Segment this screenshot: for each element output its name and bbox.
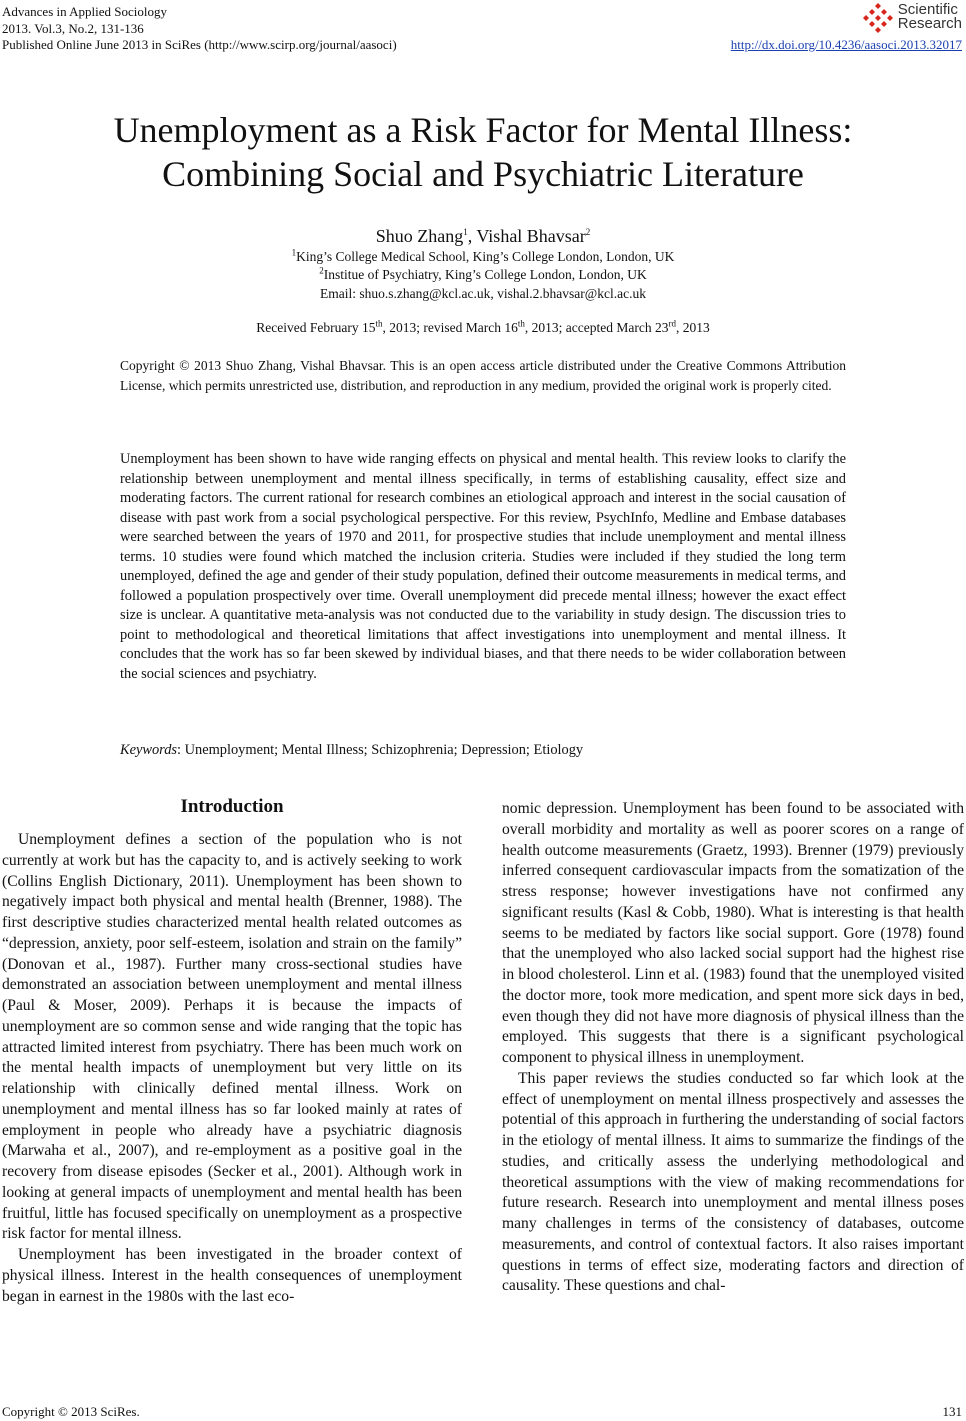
scirp-logo-icon	[862, 1, 894, 33]
author-2: Vishal Bhavsar	[476, 226, 586, 246]
affiliation-2	[0, 267, 966, 283]
header-journal-info	[2, 4, 397, 54]
date-revised-sup: th	[517, 318, 525, 329]
section-heading-introduction: Introduction	[180, 796, 284, 817]
journal-name: Advances in Applied Sociology	[2, 4, 168, 19]
paper-title	[0, 108, 966, 196]
keywords-label: Keywords	[120, 742, 178, 758]
keywords	[120, 742, 846, 759]
date-received-sup: th	[375, 318, 383, 329]
author-email: Email: shuo.s.zhang@kcl.ac.uk, vishal.2.bhavsar@kcl.ac.uk	[320, 286, 646, 301]
title-line-1: Unemployment as a Risk Factor for Mental Illness:	[113, 110, 853, 150]
logo-line-1: Scientific	[897, 1, 958, 18]
author-separator: ,	[467, 226, 477, 246]
doi-link[interactable]: http://dx.doi.org/10.4236/aasoci.2013.32017	[730, 37, 962, 52]
paragraph: Unemployment has been investigated in the broader context of physical illness. Interest in the health consequences of unemployment began in earnest in the 1980s with the last eco-	[2, 1246, 462, 1305]
date-accepted: , 2013; accepted March 23	[524, 320, 669, 335]
journal-volume: 2013. Vol.3, No.2, 131-136	[2, 20, 144, 36]
published-line: Published Online June 2013 in SciRes (http://www.scirp.org/journal/aasoci)	[2, 37, 397, 52]
scientific-research-logo	[862, 0, 962, 34]
keywords-text: : Unemployment; Mental Illness; Schizophrenia; Depression; Etiology	[177, 742, 584, 758]
affiliation-1	[0, 249, 966, 265]
paragraph: This paper reviews the studies conducted so far which look at the effect of unemployment on mental illness prospectively and assesses the potential of this approach in furthering the understanding of social factors in the etiology of mental illness. It aims to summarize the findings of the studies, and critically assess the underlying methodological and theoretical assumptions with the view of making recommendations for future research. Research into unemployment and mental illness poses many challenges in terms of the consistency of databases, outcome measurements, and control of contextual factors. It also raises important questions in terms of effect size, moderating factors and direction of causality. These questions and chal-	[502, 1069, 964, 1295]
date-received: Received February 15	[256, 320, 376, 335]
affiliation-2-number: 2	[319, 265, 324, 276]
date-end: , 2013	[675, 320, 710, 335]
copyright-notice: Copyright © 2013 Shuo Zhang, Vishal Bhavsar. This is an open access article distributed under the Creative Commons Attribution License, which permits unrestricted use, distribution, and reproduction in any medium, provided the original work is properly cited.	[120, 358, 846, 393]
date-accepted-sup: rd	[668, 318, 676, 329]
affiliation-1-text: King’s College Medical School, King’s College London, London, UK	[296, 249, 675, 264]
author-1: Shuo Zhang	[375, 226, 464, 246]
paragraph: nomic depression. Unemployment has been found to be associated with overall morbidity and mortality as well as poorer scores on a range of health outcome measurements (Graetz, 1993). Brenner (1979) previously inferred consequent cardiovascular impacts from the somatization of the stress response; however investigations have not confirmed any significant results (Kasl & Cobb, 1980). What is interesting is that health seems to be mediated by factors like social support. Gore (1978) found that the unemployed who also lacked social support had the highest rise in blood cholesterol. Linn et al. (1983) found that the unemployed visited the doctor more, took more medication, and spent more sick days in bed, even though they did not have more diagnosis of physical illness than the employed. This suggests that there is a significant psychological component to physical illness in unemployment.	[502, 800, 964, 1066]
paragraph: Unemployment defines a section of the population who is not currently at work but has the capacity to, and is actively seeking to work (Collins English Dictionary, 2011). Unemployment has been shown to negatively impact both physical and mental health (Brenner, 1988). The first descriptive studies characterized mental health related outcomes as “depression, anxiety, poor self-esteem, isolation and strain on the family” (Donovan et al., 1987). Further many cross-sectional studies have demonstrated an association between unemployment and mental illness (Paul & Moser, 2009). Perhaps it is because the impacts of unemployment are so common sense and wide ranging that the topic has attracted limited interest from psychiatry. There has been much work on the mental health impacts of unemployment but very little on its relationship with clinically defined mental illness. Work on unemployment and mental illness has so far looked mainly at rates of employment in people who already have a psychiatric diagnosis (Marwaha et al., 2007), and re-employment as a positive goal in the recovery from disease episodes (Secker et al., 2001). Although work in looking at general impacts of unemployment and mental health has been fruitful, little has focused specifically on unemployment as a prospective risk factor for mental illness.	[2, 831, 462, 1243]
body-column-left	[2, 830, 462, 1307]
affiliation-1-number: 1	[291, 247, 297, 258]
article-dates	[0, 320, 966, 336]
author-1-affil: 1	[463, 227, 468, 237]
author-2-affil: 2	[585, 227, 591, 237]
title-line-2: Combining Social and Psychiatric Literature	[162, 154, 804, 194]
body-column-right	[502, 799, 964, 1297]
logo-wordmark	[898, 3, 962, 31]
abstract: Unemployment has been shown to have wide ranging effects on physical and mental health. This review looks to clarify the relationship between unemployment and mental illness specifically, in terms of establishing causality, effect size and moderating factors. The current rational for research combines an etiological approach and interest in the social causation of disease with past work from a social psychological perspective. For this review, PsychInfo, Medline and Embase databases were searched between the years of 1970 and 2011, for prospective studies that include unemployment and mental illness terms. 10 studies were found which matched the inclusion criteria. Studies were included if they studied the long term unemployed, defined the age and gender of their study population, defined their outcome measurements in medical terms, and followed a population prospectively over time. Overall unemployment did precede mental illness; however the exact effect size is unclear. A quantitative meta-analysis was not conducted due to the variability in study design. The discussion tries to point to methodological and theoretical limitations that affect investigations into unemployment and mental illness. It concludes that the work has so far been skewed by individual biases, and that there needs to be wider collaboration between the social sciences and psychiatry.	[120, 451, 846, 683]
author-list	[0, 226, 966, 247]
logo-line-2: Research	[897, 15, 962, 32]
footer-copyright: Copyright © 2013 SciRes.	[2, 1404, 140, 1419]
date-revised: , 2013; revised March 16	[382, 320, 518, 335]
page-number: 131	[942, 1404, 962, 1419]
affiliation-2-text: Institue of Psychiatry, King’s College London, London, UK	[323, 267, 647, 282]
